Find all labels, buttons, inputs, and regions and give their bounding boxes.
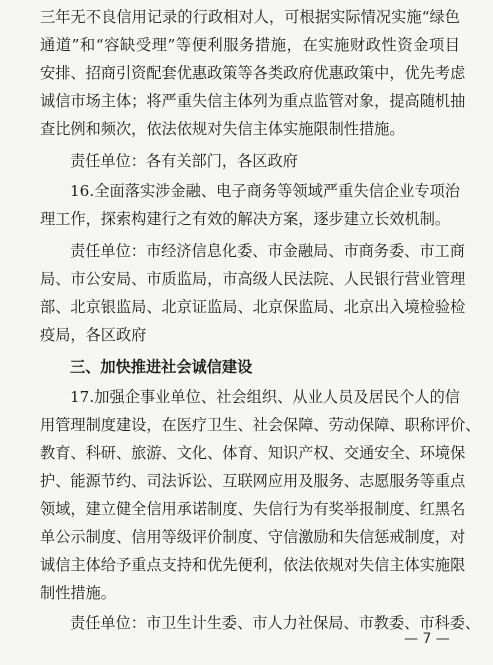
- body-text-line: 通道”和“容缺受理”等便利服务措施，在实施财政性资金项目: [40, 36, 460, 54]
- body-text-line: 用管理制度建设，在医疗卫生、社会保障、劳动保障、职称评价、: [40, 416, 481, 434]
- body-text-line: 安排、招商引资配套优惠政策等各类政府优惠政策中，优先考虑: [40, 64, 466, 82]
- responsible-units-line: 责任单位：各有关部门，各区政府: [70, 152, 298, 170]
- body-text-line: 制性措施。: [40, 584, 116, 602]
- body-text-line: 诚信市场主体；将严重失信主体列为重点监管对象，提高随机抽: [40, 92, 466, 110]
- body-text-line: 局、市公安局、市质监局，市高级人民法院、人民银行营业管理: [40, 270, 466, 288]
- body-text-line: 查比例和频次，依法依规对失信主体实施限制性措施。: [40, 120, 405, 138]
- item-17-text: 17.加强企事业单位、社会组织、从业人员及居民个人的信: [70, 388, 460, 406]
- body-text-line: 疫局，各区政府: [40, 326, 147, 344]
- body-text-line: 理工作，探索构建行之有效的解决方案，逐步建立长效机制。: [40, 210, 451, 228]
- body-text-line: 三年无不良信用记录的行政相对人，可根据实际情况实施“绿色: [40, 8, 460, 26]
- body-text-line: 单公示制度、信用等级评价制度、守信激励和失信惩戒制度，对: [40, 528, 466, 546]
- body-text-line: 教育、科研、旅游、文化、体育、知识产权、交通安全、环境保: [40, 444, 466, 462]
- body-text-line: 护、能源节约、司法诉讼、互联网应用及服务、志愿服务等重点: [40, 472, 466, 490]
- section-heading: 三、加快推进社会诚信建设: [70, 358, 253, 376]
- item-16-text: 16.全面落实涉金融、电子商务等领域严重失信企业专项治: [70, 182, 460, 200]
- page-number: — 7 —: [404, 631, 450, 647]
- responsible-units-line: 责任单位：市经济信息化委、市金融局、市商务委、市工商: [70, 242, 465, 260]
- body-text-line: 诚信主体给予重点支持和优先便利，依法依规对失信主体实施限: [40, 556, 466, 574]
- body-text-line: 部、北京银监局、北京证监局、北京保监局、北京出入境检验检: [40, 298, 466, 316]
- body-text-line: 领域，建立健全信用承诺制度、失信行为有奖举报制度、红黑名: [40, 500, 466, 518]
- responsible-units-line: 责任单位：市卫生计生委、市人力社保局、市教委、市科委、: [70, 614, 481, 632]
